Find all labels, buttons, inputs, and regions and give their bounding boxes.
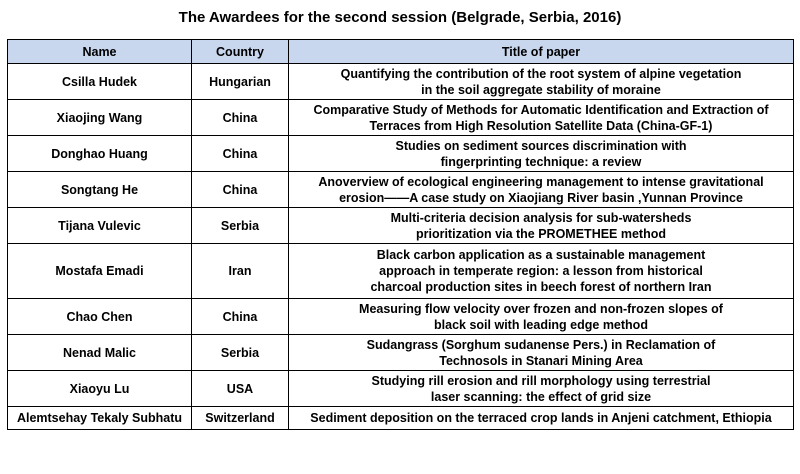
table-row bbox=[8, 407, 794, 430]
paper-title-line: in the soil aggregate stability of moraine bbox=[421, 82, 661, 97]
column-header-title-of-paper: Title of paper bbox=[289, 40, 794, 64]
name-cell: Nenad Malic bbox=[8, 335, 192, 371]
country-cell: Switzerland bbox=[192, 407, 289, 430]
paper-title-cell bbox=[289, 335, 794, 371]
paper-title-line: prioritization via the PROMETHEE method bbox=[415, 226, 667, 241]
country-cell: Serbia bbox=[192, 335, 289, 371]
table-row bbox=[8, 244, 794, 299]
paper-title-cell bbox=[289, 100, 794, 136]
awardees-table bbox=[7, 39, 794, 430]
paper-title-cell bbox=[289, 136, 794, 172]
paper-title-cell bbox=[289, 208, 794, 244]
paper-title-line: Measuring flow velocity over frozen and non-frozen slopes of bbox=[359, 301, 723, 316]
document-title: The Awardees for the second session (Belgrade, Serbia, 2016) bbox=[178, 9, 622, 26]
paper-title-line: Anoverview of ecological engineering management to intense gravitational bbox=[318, 174, 764, 189]
paper-title-line: Sudangrass (Sorghum sudanense Pers.) in Reclamation of bbox=[366, 337, 716, 352]
name-cell: Chao Chen bbox=[8, 299, 192, 335]
paper-title-line: Comparative Study of Methods for Automatic Identification and Extraction of bbox=[313, 102, 769, 117]
paper-title-line: Multi-criteria decision analysis for sub-watersheds bbox=[390, 210, 692, 225]
paper-title-line: laser scanning: the effect of grid size bbox=[430, 389, 652, 404]
table-header-row bbox=[8, 40, 794, 64]
country-cell: Iran bbox=[192, 244, 289, 299]
paper-title-line: Sediment deposition on the terraced crop lands in Anjeni catchment, Ethiopia bbox=[310, 411, 772, 425]
name-cell: Csilla Hudek bbox=[8, 64, 192, 100]
country-cell: China bbox=[192, 299, 289, 335]
paper-title-line: Studies on sediment sources discrimination with bbox=[395, 138, 687, 153]
paper-title-cell bbox=[289, 64, 794, 100]
paper-title-cell bbox=[289, 172, 794, 208]
paper-title-line: erosion——A case study on Xiaojiang River basin ,Yunnan Province bbox=[339, 190, 743, 205]
table-row bbox=[8, 299, 794, 335]
paper-title-line: black soil with leading edge method bbox=[434, 317, 648, 332]
column-header-country: Country bbox=[192, 40, 289, 64]
country-cell: China bbox=[192, 172, 289, 208]
table-row bbox=[8, 100, 794, 136]
paper-title-line: charcoal production sites in beech forest of northern Iran bbox=[370, 280, 712, 294]
country-cell: USA bbox=[192, 371, 289, 407]
paper-title-line: approach in temperate region: a lesson from historical bbox=[379, 264, 703, 278]
paper-title-cell bbox=[289, 371, 794, 407]
column-header-name: Name bbox=[8, 40, 192, 64]
country-cell: China bbox=[192, 100, 289, 136]
name-cell: Tijana Vulevic bbox=[8, 208, 192, 244]
name-cell: Xiaoyu Lu bbox=[8, 371, 192, 407]
table-row bbox=[8, 335, 794, 371]
country-cell: Hungarian bbox=[192, 64, 289, 100]
paper-title-line: fingerprinting technique: a review bbox=[440, 154, 642, 169]
paper-title-line: Studying rill erosion and rill morphology using terrestrial bbox=[371, 373, 711, 388]
name-cell: Donghao Huang bbox=[8, 136, 192, 172]
table-row bbox=[8, 208, 794, 244]
name-cell: Mostafa Emadi bbox=[8, 244, 192, 299]
country-cell: Serbia bbox=[192, 208, 289, 244]
country-cell: China bbox=[192, 136, 289, 172]
table-row bbox=[8, 136, 794, 172]
paper-title-cell bbox=[289, 244, 794, 299]
paper-title-cell bbox=[289, 407, 794, 430]
paper-title-line: Quantifying the contribution of the root system of alpine vegetation bbox=[340, 66, 742, 81]
paper-title-line: Black carbon application as a sustainable management bbox=[376, 248, 706, 262]
table-row bbox=[8, 371, 794, 407]
table-row bbox=[8, 64, 794, 100]
paper-title-line: Technosols in Stanari Mining Area bbox=[439, 353, 643, 368]
name-cell: Songtang He bbox=[8, 172, 192, 208]
name-cell: Alemtsehay Tekaly Subhatu bbox=[8, 407, 192, 430]
table-row bbox=[8, 172, 794, 208]
paper-title-line: Terraces from High Resolution Satellite Data (China-GF-1) bbox=[369, 118, 713, 133]
name-cell: Xiaojing Wang bbox=[8, 100, 192, 136]
paper-title-cell bbox=[289, 299, 794, 335]
